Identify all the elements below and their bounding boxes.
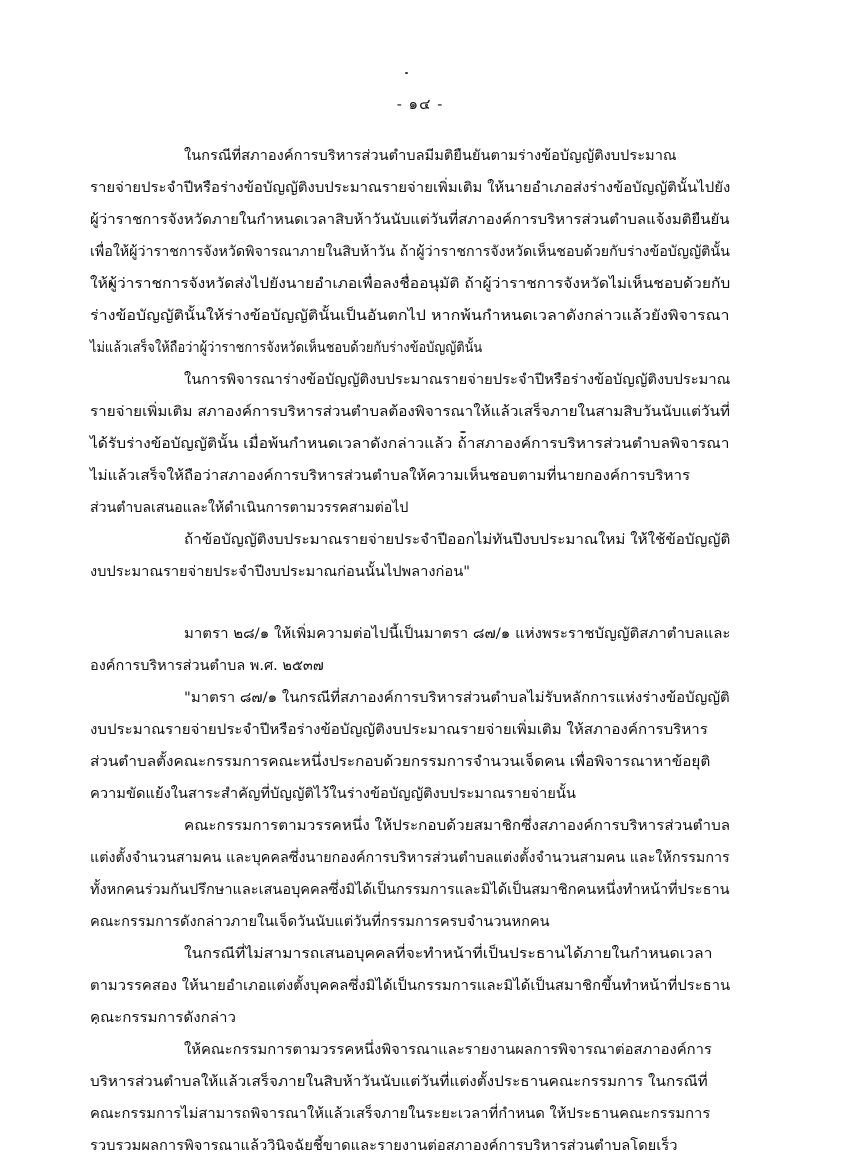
text-line: ให้คณะกรรมการตามวรรคหนึ่งพิจารณาและรายงานผลการพิจารณาต่อสภาองค์การ xyxy=(184,1042,712,1058)
text-line: ในการพิจารณาร่างข้อบัญญัติงบประมาณรายจ่ายประจำปีหรือร่างข้อบัญญัติงบประมาณ xyxy=(184,372,731,388)
text-line: ในกรณีที่ไม่สามารถเสนอบุคคลที่จะทำหน้าที่เป็นประธานได้ภายในกำหนดเวลา xyxy=(184,946,713,962)
text-line: องค์การบริหารส่วนตำบล พ.ศ. ๒๕๓๗ xyxy=(90,658,324,674)
text-line: บริหารส่วนตำบลให้แล้วเสร็จภายในสิบห้าวันนับแต่วันที่แต่งตั้งประธานคณะกรรมการ ในกรณีที่ xyxy=(90,1074,708,1090)
text-line: รายจ่ายเพิ่มเติม สภาองค์การบริหารส่วนตำบลต้องพิจารณาให้แล้วเสร็จภายในสามสิบวันนับแต่วันที่ xyxy=(90,404,731,420)
text-line: ทั้งหกคนร่วมกันปรึกษาและเสนอบุคคลซึ่งมิได้เป็นกรรมการและมิได้เป็นสมาชิกคนหนึ่งทำหน้าที่ประธาน xyxy=(90,882,730,898)
text-line: ให้ผู้ว่าราชการจังหวัดส่งไปยังนายอำเภอเพื่อลงชื่ออนุมัติ ถ้าผู้ว่าราชการจังหวัดไม่เห็นชอบด้วยกับ xyxy=(90,276,731,292)
text-line: ไม่แล้วเสร็จให้ถือว่าผู้ว่าราชการจังหวัดเห็นชอบด้วยกับร่างข้อบัญญัตินั้น xyxy=(90,340,483,356)
text-line: ความขัดแย้งในสาระสำคัญที่บัญญัติไว้ในร่างข้อบัญญัติงบประมาณรายจ่ายนั้น xyxy=(90,786,576,802)
text-line: ผู้ว่าราชการจังหวัดภายในกำหนดเวลาสิบห้าวันนับแต่วันที่สภาองค์การบริหารส่วนตำบลแจ้งมติยืนยัน xyxy=(90,212,730,228)
text-line: แต่งตั้งจำนวนสามคน และบุคคลซึ่งนายกองค์การบริหารส่วนตำบลแต่งตั้งจำนวนสามคน และให้กรรมการ xyxy=(90,850,730,866)
text-line: คณะกรรมการตามวรรคหนึ่ง ให้ประกอบด้วยสมาชิกซึ่งสภาองค์การบริหารส่วนตำบล xyxy=(184,818,731,834)
text-line: ถ้าข้อบัญญัติงบประมาณรายจ่ายประจำปีออกไม่ทันปีงบประมาณใหม่ ให้ใช้ข้อบัญญัติ xyxy=(184,532,731,548)
text-line: คณะกรรมการไม่สามารถพิจารณาให้แล้วเสร็จภายในระยะเวลาที่กำหนด ให้ประธานคณะกรรมการ xyxy=(90,1106,711,1122)
scan-speck xyxy=(460,431,466,433)
text-line: ร่างข้อบัญญัตินั้นให้ร่างข้อบัญญัตินั้นเป็นอันตกไป หากพ้นกำหนดเวลาดังกล่าวแล้วยังพิจารณา xyxy=(90,308,730,324)
text-line: "มาตรา ๘๗/๑ ในกรณีที่สภาองค์การบริหารส่วนตำบลไม่รับหลักการแห่งร่างข้อบัญญัติ xyxy=(184,690,730,706)
text-line: รายจ่ายประจำปีหรือร่างข้อบัญญัติงบประมาณรายจ่ายเพิ่มเติม ให้นายอำเภอส่งร่างข้อบัญญัตินั้นไปยัง xyxy=(90,180,731,196)
text-line: ส่วนตำบลตั้งคณะกรรมการคณะหนึ่งประกอบด้วยกรรมการจำนวนเจ็ดคน เพื่อพิจารณาหาข้อยุติ xyxy=(90,754,711,770)
text-line: ไม่แล้วเสร็จให้ถือว่าสภาองค์การบริหารส่วนตำบลให้ความเห็นชอบตามที่นายกองค์การบริหาร xyxy=(90,468,691,484)
text-line: งบประมาณรายจ่ายประจำปีงบประมาณก่อนนั้นไปพลางก่อน" xyxy=(90,564,470,580)
text-line: เพื่อให้ผู้ว่าราชการจังหวัดพิจารณาภายในสิบห้าวัน ถ้าผู้ว่าราชการจังหวัดเห็นชอบด้วยกับร่างข้อบัญญัตินั้น xyxy=(90,244,730,260)
text-line: มาตรา ๒๘/๑ ให้เพิ่มความต่อไปนี้เป็นมาตรา ๘๗/๑ แห่งพระราชบัญญัติสภาตำบลและ xyxy=(184,626,731,642)
text-line: ส่วนตำบลเสนอและให้ดำเนินการตามวรรคสามต่อไป xyxy=(90,500,409,516)
scan-speck xyxy=(405,72,408,74)
text-line: ในกรณีที่สภาองค์การบริหารส่วนตำบลมีมติยืนยันตามร่างข้อบัญญัติงบประมาณ xyxy=(184,148,677,164)
text-line: ตามวรรคสอง ให้นายอำเภอแต่งตั้งบุคคลซึ่งมิได้เป็นกรรมการและมิได้เป็นสมาชิกขึ้นทำหน้าที่ประธาน xyxy=(90,978,731,994)
text-line: งบประมาณรายจ่ายประจำปีหรือร่างข้อบัญญัติงบประมาณรายจ่ายเพิ่มเติม ให้สภาองค์การบริหาร xyxy=(90,722,708,738)
text-line: คณะกรรมการดังกล่าว xyxy=(90,1010,236,1026)
text-line: รวบรวมผลการพิจารณาแล้ววินิจฉัยชี้ขาดและรายงานต่อสภาองค์การบริหารส่วนตำบลโดยเร็ว xyxy=(90,1138,678,1154)
page-number: - ๑๔ - xyxy=(396,95,444,113)
text-line: คณะกรรมการดังกล่าวภายในเจ็ดวันนับแต่วันที่กรรมการครบจำนวนหกคน xyxy=(90,914,550,930)
text-line: ได้รับร่างข้อบัญญัตินั้น เมื่อพ้นกำหนดเวลาดังกล่าวแล้ว ถ้าสภาองค์การบริหารส่วนตำบลพิจารณา xyxy=(90,436,730,452)
